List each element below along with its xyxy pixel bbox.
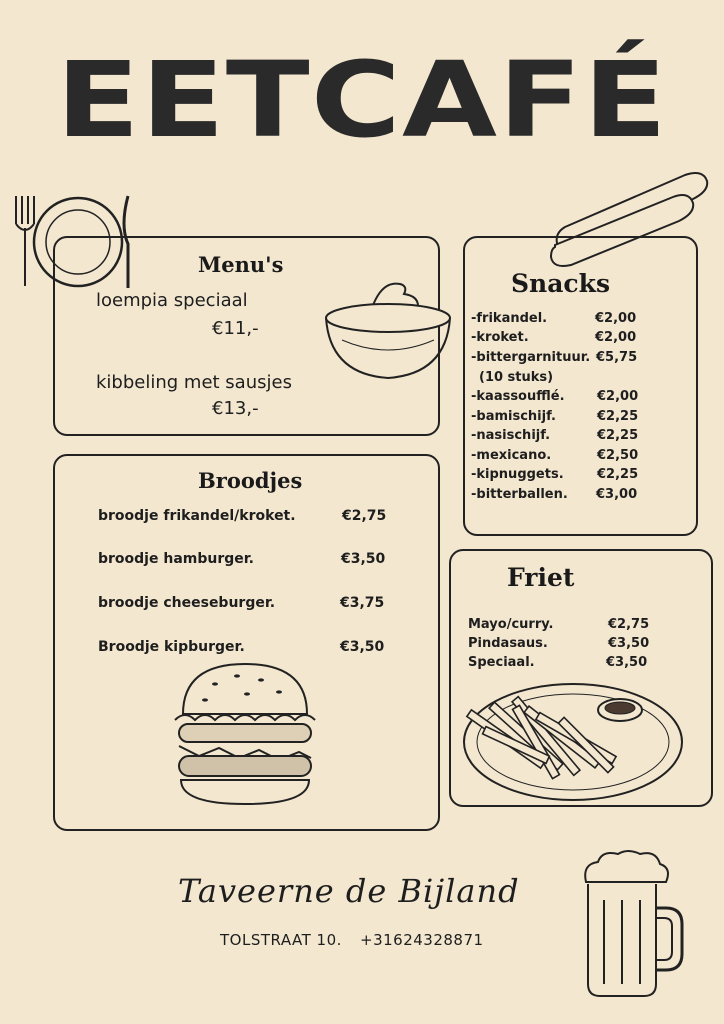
snack-price: €2,25 — [597, 467, 639, 482]
hamburger-icon — [165, 662, 325, 807]
friet-name: Speciaal. — [468, 655, 535, 670]
snack-price: €2,25 — [597, 428, 639, 443]
snack-price: €5,75 — [596, 350, 638, 365]
snack-name: -kroket. — [471, 330, 529, 345]
friet-name: Mayo/curry. — [468, 617, 554, 632]
fries-plate-icon — [462, 680, 684, 802]
menu-item-name: kibbeling met sausjes — [96, 372, 292, 393]
friet-price: €3,50 — [606, 655, 648, 670]
snack-name: -nasischijf. — [471, 428, 551, 443]
page-title: EETCAFÉ — [55, 39, 669, 161]
address: TOLSTRAAT 10. — [220, 931, 342, 949]
sauce-bowl-icon — [322, 278, 457, 383]
broodje-name: broodje frikandel/kroket. — [98, 508, 296, 524]
snack-price: €2,50 — [597, 448, 639, 463]
broodje-price: €2,75 — [342, 508, 387, 524]
friet-heading: Friet — [507, 563, 575, 592]
friet-price: €3,50 — [608, 636, 650, 651]
snack-name: -kipnuggets. — [471, 467, 564, 482]
menu-item-price: €13,- — [212, 398, 259, 419]
snack-name: -bittergarnituur. — [471, 350, 591, 365]
broodje-price: €3,75 — [340, 595, 385, 611]
snack-name: -bamischijf. — [471, 409, 556, 424]
snack-price: €2,00 — [595, 311, 637, 326]
broodje-name: broodje cheeseburger. — [98, 595, 276, 611]
broodjes-heading: Broodjes — [198, 468, 303, 493]
broodje-name: broodje hamburger. — [98, 551, 254, 567]
snack-name: -kaassoufflé. — [471, 389, 565, 404]
friet-name: Pindasaus. — [468, 636, 548, 651]
broodje-price: €3,50 — [341, 551, 386, 567]
snacks-heading: Snacks — [511, 269, 611, 298]
snack-note: (10 stuks) — [479, 370, 554, 385]
beer-mug-icon — [578, 852, 688, 1000]
snack-name: -mexicano. — [471, 448, 552, 463]
restaurant-name: Taveerne de Bijland — [178, 872, 520, 910]
phone-number: +31624328871 — [360, 931, 484, 949]
menu-item-price: €11,- — [212, 318, 259, 339]
menu-item-name: loempia speciaal — [96, 290, 248, 311]
snack-name: -bitterballen. — [471, 487, 568, 502]
friet-price: €2,75 — [608, 617, 650, 632]
snack-name: -frikandel. — [471, 311, 548, 326]
menus-heading: Menu's — [198, 252, 284, 277]
broodje-name: Broodje kipburger. — [98, 639, 245, 655]
snack-price: €2,00 — [597, 389, 639, 404]
snack-price: €2,25 — [597, 409, 639, 424]
snack-price: €2,00 — [595, 330, 637, 345]
broodje-price: €3,50 — [340, 639, 385, 655]
snack-price: €3,00 — [596, 487, 638, 502]
